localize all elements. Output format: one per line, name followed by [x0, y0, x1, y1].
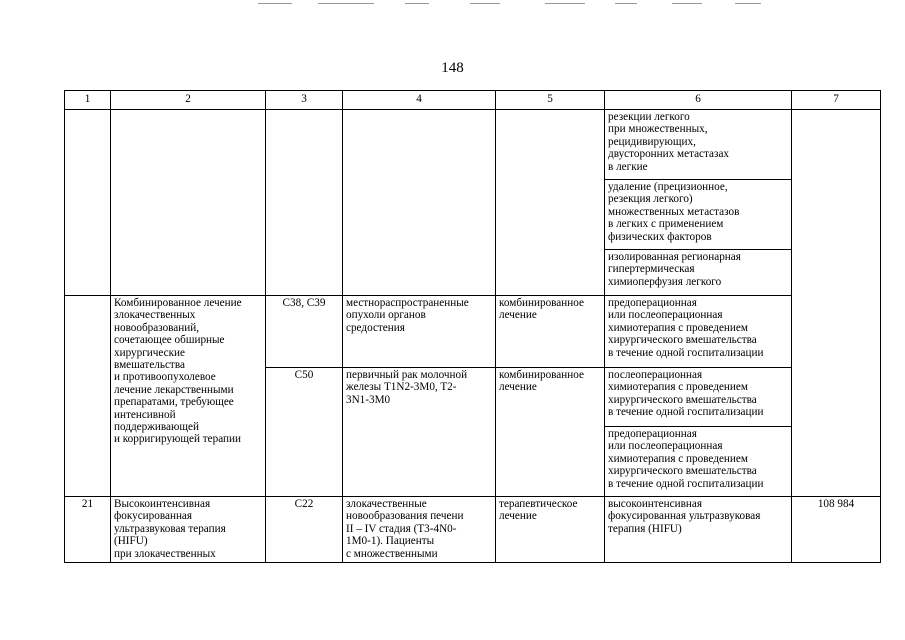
scan-artifact-line	[318, 3, 374, 4]
scan-artifact-line	[470, 3, 500, 4]
cell-empty	[65, 296, 111, 497]
cell-empty	[65, 110, 111, 296]
care-type-cell: Высокоинтенсивная фокусированная ультразвуковая терапия (HIFU) при злокачественных	[111, 497, 266, 563]
icd-code-cell: C38, C39	[266, 296, 343, 368]
treatment-method-cell: послеоперационная химиотерапия с проведением хирургического вмешательства в течение одной госпитализации	[605, 368, 792, 427]
header-col-1: 1	[65, 91, 111, 110]
row-number-cell: 21	[65, 497, 111, 563]
cell-empty	[792, 110, 881, 497]
treatment-type-cell: комбинированное лечение	[496, 296, 605, 368]
scan-artifact-line	[545, 3, 585, 4]
treatment-method-cell: удаление (прецизионное, резекция легкого) множественных метастазов в легких с применением физических факторов	[605, 180, 792, 250]
header-col-3: 3	[266, 91, 343, 110]
diagnosis-cell: первичный рак молочной железы T1N2-3M0, T2- 3N1-3M0	[343, 368, 496, 497]
icd-code-cell: C22	[266, 497, 343, 563]
treatment-method-cell: предоперационная или послеоперационная химиотерапия с проведением хирургического вмешательства в течение одной госпитализации	[605, 427, 792, 497]
scan-artifact-line	[405, 3, 429, 4]
treatment-method-cell: предоперационная или послеоперационная химиотерапия с проведением хирургического вмешательства в течение одной госпитализации	[605, 296, 792, 368]
scan-artifact-line	[258, 3, 292, 4]
treatment-method-cell: изолированная регионарная гипертермическая химиоперфузия легкого	[605, 250, 792, 296]
diagnosis-cell: местнораспространенные опухоли органов средостения	[343, 296, 496, 368]
header-col-7: 7	[792, 91, 881, 110]
treatment-type-cell: комбинированное лечение	[496, 368, 605, 497]
header-col-6: 6	[605, 91, 792, 110]
care-type-cell: Комбинированное лечение злокачественных новообразований, сочетающее обширные хирургические вмешательства и противоопухолевое лечение лекарственными препаратами, требующее интенсивной поддерживающей и корригирующей терапии	[111, 296, 266, 497]
scan-artifact-line	[672, 3, 702, 4]
treatment-method-cell: высокоинтенсивная фокусированная ультразвуковая терапия (HIFU)	[605, 497, 792, 563]
header-row	[65, 91, 881, 110]
treatment-type-cell: терапевтическое лечение	[496, 497, 605, 563]
header-col-4: 4	[343, 91, 496, 110]
cell-empty	[496, 110, 605, 296]
header-col-2: 2	[111, 91, 266, 110]
page-number: 148	[441, 60, 464, 76]
norm-cost-cell: 108 984	[792, 497, 881, 563]
scan-artifact-line	[615, 3, 637, 4]
treatment-method-cell: резекции легкого при множественных, рецидивирующих, двусторонних метастазах в легкие	[605, 110, 792, 180]
table-row	[65, 110, 881, 180]
table-row	[65, 497, 881, 563]
table-row	[65, 296, 881, 368]
icd-code-cell: C50	[266, 368, 343, 497]
cell-empty	[266, 110, 343, 296]
header-col-5: 5	[496, 91, 605, 110]
cell-empty	[111, 110, 266, 296]
medical-care-table	[64, 90, 881, 563]
scan-artifact-line	[735, 3, 761, 4]
cell-empty	[343, 110, 496, 296]
diagnosis-cell: злокачественные новообразования печени II – IV стадия (T3-4N0- 1M0-1). Пациенты с множественными	[343, 497, 496, 563]
